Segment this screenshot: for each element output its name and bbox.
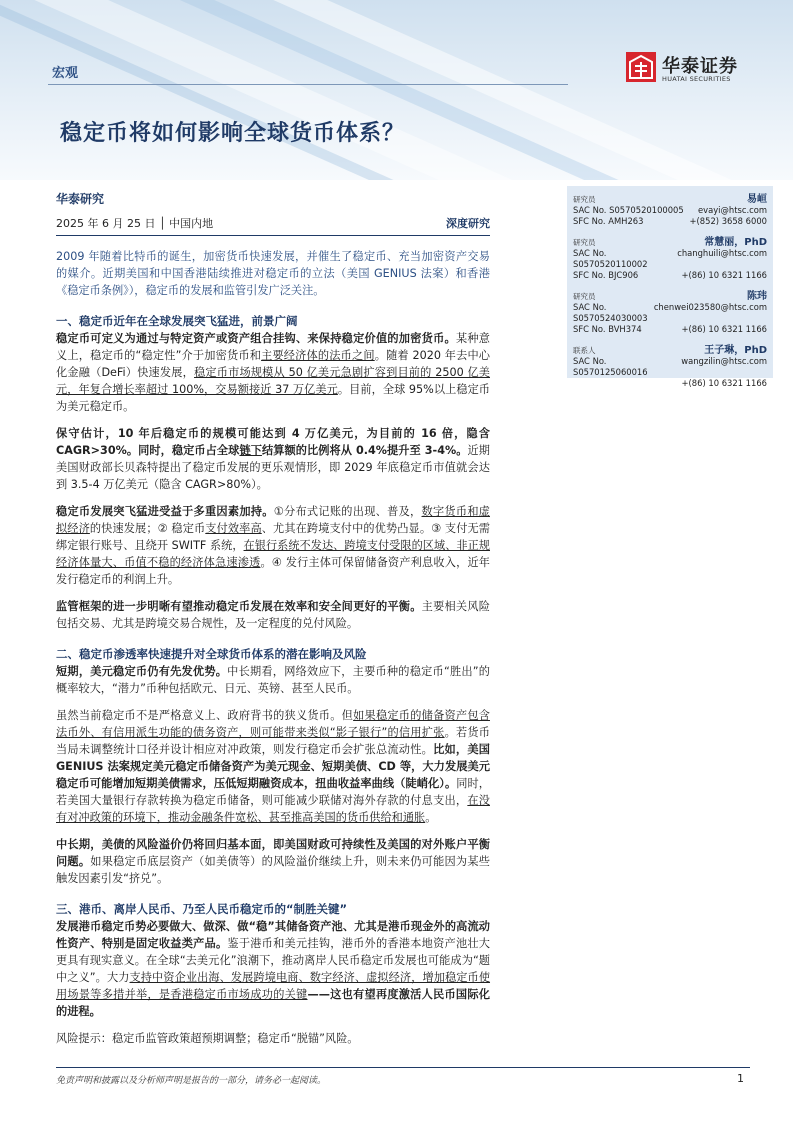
paragraph-4 [56, 598, 490, 632]
section-heading-2: 二、稳定币渗透率快速提升对全球货币体系的潜在影响及风险 [56, 647, 367, 661]
analyst-role: 联系人 [573, 346, 596, 355]
p3-underline-b: 支付效率高 [205, 522, 262, 535]
analyst-name: 易峘 [747, 194, 767, 205]
analyst-email[interactable]: wangzilin@htsc.com [681, 356, 767, 366]
analyst-card [573, 287, 767, 335]
analyst-email[interactable]: chenwei023580@htsc.com [653, 302, 767, 312]
p6-text-c: 同时，若美国大量银行存款转换为稳定币储备，则可能减少联储对海外存款的付息支出， [56, 777, 490, 807]
analyst-box [567, 186, 773, 388]
p3-underline-c: 在银行系统不发达、跨境支付受限的区域、非正规经济体量大、币值不稳的经济体急速渗透 [56, 539, 490, 569]
analyst-card [573, 341, 767, 389]
footer-rule [56, 1067, 750, 1068]
p6-underline-a: 如果稳定币的储备资产包含法币外、有信用派生功能的债务资产，则可能带来类似“影子银行”的信用扩张 [56, 709, 490, 739]
p8-bold: 发展港币稳定币势必要做大、做深、做“稳”其储备资产池、尤其是港币现金外的高流动性资产、特别是固定收益类产品。 [56, 920, 490, 950]
section-tag: 宏观 [52, 66, 79, 81]
p1-underline-c: 稳定币市场规模从 50 亿美元急剧扩容到目前的 2500 亿美元，年复合增长率超过 100%，交易额接近 37 万亿美元 [56, 366, 490, 396]
risk-warning: 风险提示：稳定币监管政策超预期调整；稳定币“脱锚”风险。 [56, 1032, 359, 1045]
paragraph-6 [56, 707, 490, 826]
intro-paragraph: 2009 年随着比特币的诞生，加密货币快速发展，并催生了稳定币、充当加密资产交易的媒介。近期美国和中国香港陆续推进对稳定币的立法（美国 GENIUS 法案）和香港《稳定币条例》），稳定币的发展和监管引发广泛关注。 [56, 250, 490, 297]
footer-disclaimer: 免责声明和披露以及分析师声明是报告的一部分，请务必一起阅读。 [56, 1076, 327, 1086]
section-heading-3: 三、港币、离岸人民币、乃至人民币稳定币的“制胜关键” [56, 902, 348, 916]
analyst-email[interactable]: evayi@htsc.com [697, 205, 767, 215]
paragraph-3 [56, 503, 490, 588]
logo-text-cn: 华泰证券 [662, 56, 738, 77]
p7-bold: 中长期，美债的风险溢价仍将回归基本面，即美国财政可持续性及美国的对外账户平衡问题。 [56, 838, 490, 868]
p2-bold-2: 结算额的比例将从 0.4%提升至 3-4%。 [261, 444, 468, 457]
p8-underline-a: 支持中资企业出海、发展跨境电商、数字经济、虚拟经济，增加稳定币使用场景等多措并举，是香港稳定币市场成功的关键 [56, 971, 491, 1001]
p8-bold-2: ——这也有望再度激活人民币国际化的进程。 [56, 988, 490, 1018]
analyst-sfc: SFC No. BVH374 [573, 324, 642, 334]
p1-bold: 稳定币可定义为通过与特定资产或资产组合挂钩、来保持稳定价值的加密货币。 [56, 332, 456, 345]
p6-text-b: 。若货币当局未调整统计口径并设计相应对冲政策，则发行稳定币会扩张总流动性。 [56, 726, 490, 756]
p4-bold: 监管框架的进一步明晰有望推动稳定币发展在效率和安全间更好的平衡。 [56, 600, 422, 613]
p6-text-a: 虽然当前稳定币不是严格意义上、政府背书的狭义货币。但 [56, 709, 354, 722]
analyst-name: 陈玮 [747, 291, 767, 302]
p1-underline-a: 主要经济体的法币之间 [261, 349, 375, 362]
paragraph-2 [56, 425, 490, 493]
analyst-sac: SAC No. S0570125060016 [573, 356, 648, 377]
p6-text-d: 。 [425, 811, 437, 824]
analyst-phone: +(86) 10 6321 1166 [681, 270, 767, 280]
p6-underline-c: 在没有对冲政策的环境下，推动金融条件宽松、甚至推高美国的货币供给和通胀 [56, 794, 490, 824]
analyst-email[interactable]: changhuili@htsc.com [677, 248, 767, 258]
paragraph-7 [56, 836, 490, 887]
header-rule [48, 84, 568, 85]
section-heading-1: 一、稳定币近年在全球发展突飞猛进，前景广阔 [56, 314, 298, 328]
p1-text-a: 某种意义上，稳定币的“稳定性”介于加密货币和 [56, 332, 490, 362]
analyst-phone: +(86) 10 6321 1166 [681, 324, 767, 334]
analyst-sac: SAC No. S0570520110002 [573, 248, 648, 269]
analyst-card [573, 190, 767, 227]
meta-rule [56, 235, 490, 236]
p4-text-a: 主要相关风险包括交易、尤其是跨境交易合规性，及一定程度的兑付风险。 [56, 600, 490, 630]
analyst-sfc: SFC No. AMH263 [573, 216, 644, 226]
analyst-sac: SAC No. S0570524030003 [573, 302, 648, 323]
p6-bold: 比如，美国 GENIUS 法案规定美元稳定币储备资产为美元现金、短期美债、CD 等，大力发展美元稳定币可能增加短期美债需求，压低短期融资成本，扭曲收益率曲线（陡峭化）。 [56, 743, 490, 790]
date-region: 2025 年 6 月 25 日 │ 中国内地 [56, 217, 214, 230]
analyst-role: 研究员 [573, 195, 596, 204]
paragraph-5 [56, 663, 490, 697]
logo [626, 52, 756, 86]
logo-text-en: HUATAI SECURITIES [662, 75, 731, 83]
p3-text-b: 的快速发展；② 稳定币 [89, 522, 206, 535]
paragraph-8 [56, 918, 490, 1020]
paragraph-1 [56, 330, 490, 415]
analyst-card [573, 233, 767, 281]
p3-text-d: 。④ 发行主体可保留储备资产利息收入，近年发行稳定币的利润上升。 [56, 556, 490, 586]
p2-text-a: 近期美国财政部长贝森特提出了稳定币发展的更乐观情形，即 2029 年底稳定币市值就会达到 3.5-4 万亿美元（隐含 CAGR>80%）。 [56, 444, 490, 491]
p2-bold: 保守估计，10 年后稳定币的规模可能达到 4 万亿美元，为目前的 16 倍，隐含 CAGR>30%。同时，稳定币占全球 [56, 427, 490, 457]
p5-text-a: 中长期看，网络效应下，主要币种的稳定币“胜出”的概率较大，“潜力”币种包括欧元、日元、英镑、甚至人民币。 [56, 665, 490, 695]
analyst-sfc: SFC No. BJC906 [573, 270, 639, 280]
analyst-sac: SAC No. S0570520100005 [573, 205, 684, 215]
analyst-name: 王子琳，PhD [704, 345, 767, 356]
p8-text-a: 鉴于港币和美元挂钩，港币外的香港本地资产池壮大更具有现实意义。在全球“去美元化”浪潮下，推动离岸人民币稳定币发展也可能成为“题中之义”。大力 [56, 937, 490, 984]
analyst-role: 研究员 [573, 292, 596, 301]
page-title: 稳定币将如何影响全球货币体系？ [60, 121, 406, 146]
main-column [56, 190, 490, 1047]
analyst-phone: +(86) 10 6321 1166 [681, 378, 767, 388]
org-name: 华泰研究 [56, 192, 105, 206]
analyst-role: 研究员 [573, 238, 596, 247]
p3-text-c: 、尤其在跨境支付中的优势凸显。③ 支付无需绑定银行账号、且绕开 SWITF 系统， [56, 522, 490, 552]
p5-bold: 短期，美元稳定币仍有先发优势。 [56, 665, 228, 678]
analyst-name: 常慧丽，PhD [704, 237, 767, 248]
p7-text-a: 如果稳定币底层资产（如美债等）的风险溢价继续上升，则未来仍可能因为某些触发因素引发“挤兑”。 [56, 855, 490, 885]
doc-type: 深度研究 [446, 217, 490, 230]
p3-underline-a: 数字货币和虚拟经济 [56, 505, 490, 535]
p3-bold: 稳定币发展突飞猛进受益于多重因素加持。 [56, 505, 274, 518]
meta-row [56, 215, 490, 231]
p2-bold-underline: 链下 [239, 444, 262, 457]
header-banner [0, 0, 793, 180]
p1-text-b: 。随着 2020 年去中心化金融（DeFi）快速发展， [56, 349, 490, 379]
p1-text-d: 。目前，全球 95%以上稳定币为美元稳定币。 [56, 383, 490, 413]
p3-text-a: ①分布式记账的出现、普及， [273, 505, 422, 518]
analyst-phone: +(852) 3658 6000 [689, 216, 767, 226]
huatai-logo-icon [626, 52, 656, 82]
page-number: 1 [737, 1072, 744, 1085]
